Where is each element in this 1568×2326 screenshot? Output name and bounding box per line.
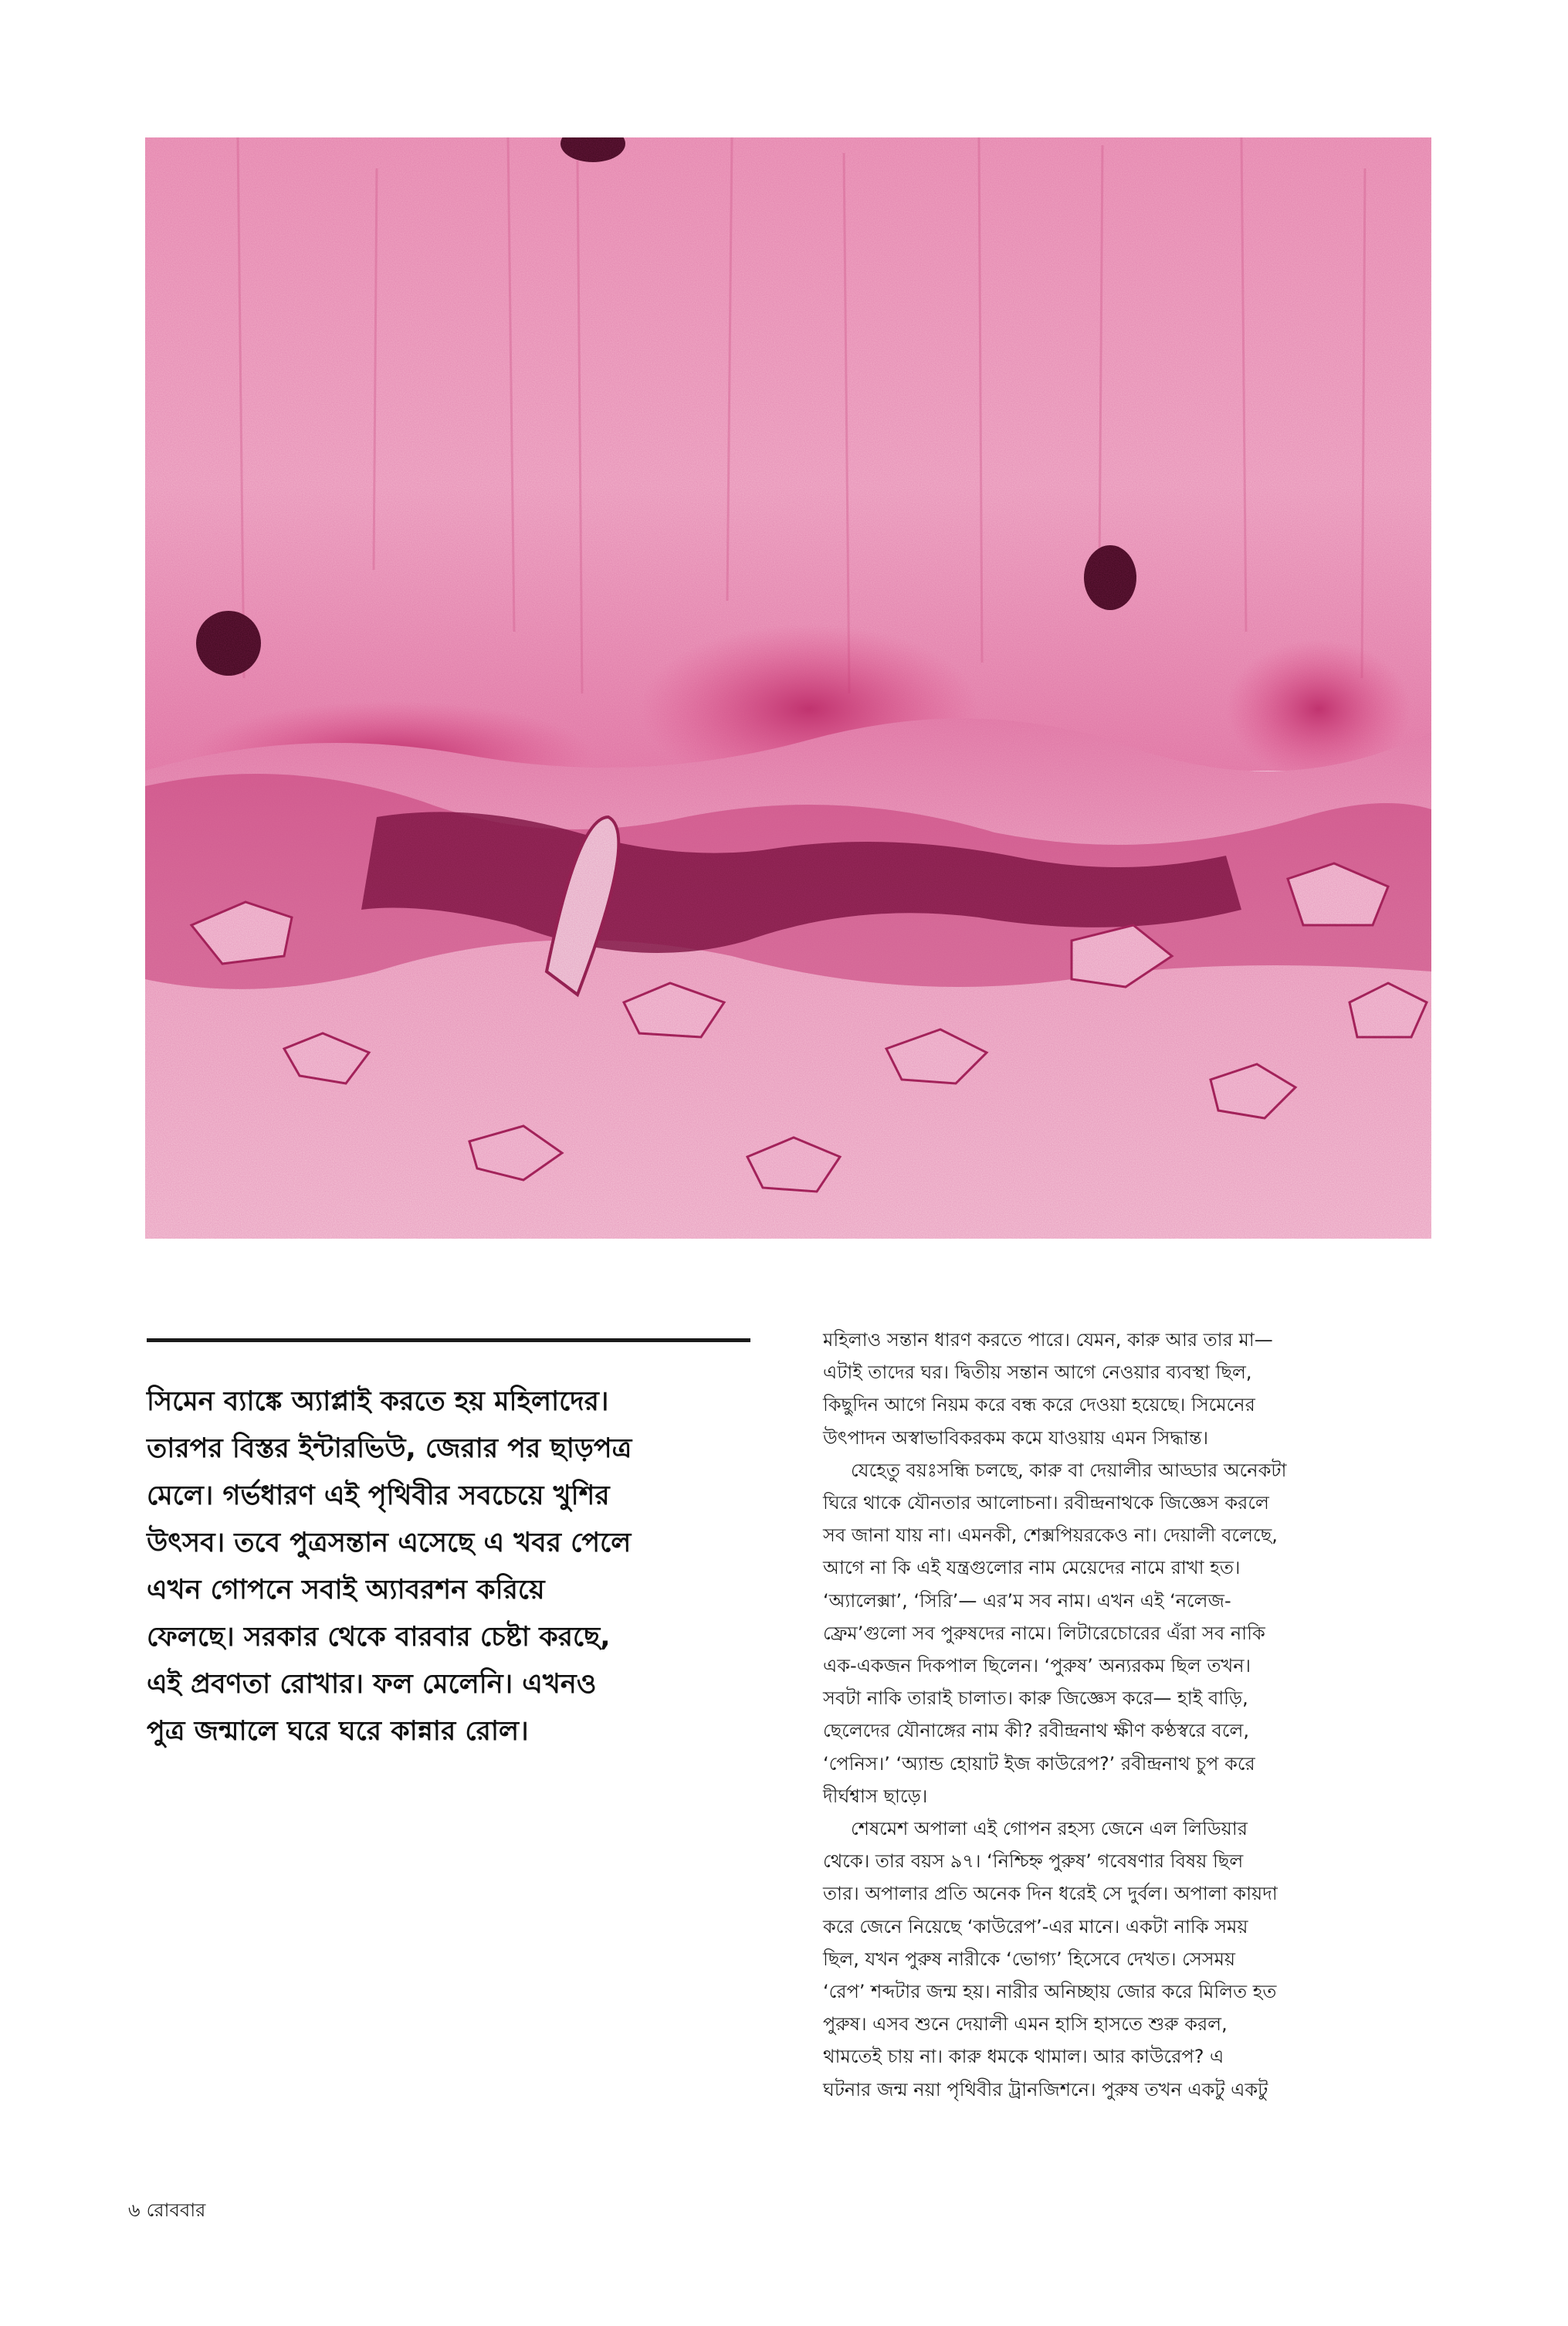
- body-line: থামতেই চায় না। কারু ধমকে থামাল। আর কাউরেপ? এ: [823, 2046, 1224, 2068]
- body-line: উৎপাদন অস্বাভাবিকরকম কমে যাওয়ায় এমন সিদ্ধান্ত।: [823, 1426, 1209, 1449]
- body-line: করে জেনে নিয়েছে ‘কাউরেপ’-এর মানে। একটা নাকি সময়: [823, 1915, 1248, 1938]
- body-line: এক-একজন দিকপাল ছিলেন। ‘পুরুষ’ অন্যরকম ছিল তখন।: [823, 1655, 1251, 1677]
- publication-name: রোববার: [146, 2199, 206, 2221]
- page-number: ৬: [128, 2199, 141, 2221]
- body-line: সব জানা যায় না। এমনকী, শেক্সপিয়রকেও না। দেয়ালী বলেছে,: [823, 1524, 1278, 1547]
- body-text-column: [823, 1324, 1448, 2106]
- body-line: কিছুদিন আগে নিয়ম করে বন্ধ করে দেওয়া হয়েছে। সিমেনের: [823, 1394, 1255, 1416]
- pullquote: [147, 1378, 764, 1755]
- body-line: সবটা নাকি তারাই চালাত। কারু জিজ্ঞেস করে— হাই বাড়ি,: [823, 1687, 1248, 1710]
- body-line: ফ্রেম’গুলো সব পুরুষদের নামে। লিটারেচোরের এঁরা সব নাকি: [823, 1622, 1265, 1644]
- body-line: থেকে। তার বয়স ৯৭। ‘নিশ্চিহ্ন পুরুষ’ গবেষণার বিষয় ছিল: [823, 1850, 1244, 1873]
- body-line: ছেলেদের যৌনাঙ্গের নাম কী? রবীন্দ্রনাথ ক্ষীণ কণ্ঠস্বরে বলে,: [823, 1720, 1250, 1742]
- body-line: পুরুষ। এসব শুনে দেয়ালী এমন হাসি হাসতে শুরু করল,: [823, 2013, 1228, 2036]
- body-line: আগে না কি এই যন্ত্রগুলোর নাম মেয়েদের নামে রাখা হত।: [823, 1557, 1241, 1579]
- body-line: এটাই তাদের ঘর। দ্বিতীয় সন্তান আগে নেওয়ার ব্যবস্থা ছিল,: [823, 1361, 1252, 1384]
- pullquote-line: এখন গোপনে সবাই অ্যাবরশন করিয়ে: [147, 1575, 545, 1605]
- pullquote-line: পুত্র জন্মালে ঘরে ঘরে কান্নার রোল।: [147, 1716, 529, 1747]
- body-line: মহিলাও সন্তান ধারণ করতে পারে। যেমন, কারু আর তার মা—: [823, 1329, 1273, 1351]
- pullquote-rule: [147, 1338, 750, 1342]
- pullquote-line: তারপর বিস্তর ইন্টারভিউ, জেরার পর ছাড়পত্র: [147, 1433, 632, 1464]
- body-line: যেহেতু বয়ঃসন্ধি চলছে, কারু বা দেয়ালীর আড্ডার অনেকটা: [851, 1459, 1287, 1481]
- pullquote-line: মেলে। গর্ভধারণ এই পৃথিবীর সবচেয়ে খুশির: [147, 1480, 610, 1511]
- body-line: ঘিরে থাকে যৌনতার আলোচনা। রবীন্দ্রনাথকে জিজ্ঞেস করলে: [823, 1492, 1269, 1514]
- body-line: তার। অপালার প্রতি অনেক দিন ধরেই সে দুর্বল। অপালা কায়দা: [823, 1883, 1278, 1905]
- photo-artwork: [145, 137, 1431, 1239]
- pullquote-line: ফেলছে। সরকার থেকে বারবার চেষ্টা করছে,: [147, 1622, 611, 1653]
- page-folio: [128, 2196, 205, 2227]
- pullquote-line: এই প্রবণতা রোখার। ফল মেলেনি। এখনও: [147, 1669, 597, 1700]
- pullquote-line: সিমেন ব্যাঙ্কে অ্যাপ্লাই করতে হয় মহিলাদের।: [147, 1386, 609, 1417]
- body-line: ‘অ্যালেক্সা’, ‘সিরি’— এর’ম সব নাম। এখন এই ‘নলেজ-: [823, 1589, 1231, 1612]
- article-photo: [145, 137, 1431, 1239]
- body-line: ঘটনার জন্ম নয়া পৃথিবীর ট্রানজিশনে। পুরুষ তখন একটু একটু: [823, 2078, 1268, 2101]
- body-line: শেষমেশ অপালা এই গোপন রহস্য জেনে এল লিডিয়ার: [851, 1818, 1248, 1840]
- body-line: দীর্ঘশ্বাস ছাড়ে।: [823, 1785, 928, 1807]
- pullquote-line: উৎসব। তবে পুত্রসন্তান এসেছে এ খবর পেলে: [147, 1527, 632, 1558]
- body-line: ‘রেপ’ শব্দটার জন্ম হয়। নারীর অনিচ্ছায় জোর করে মিলিত হত: [823, 1981, 1277, 2003]
- body-line: ছিল, যখন পুরুষ নারীকে ‘ভোগ্য’ হিসেবে দেখত। সেসময়: [823, 1948, 1236, 1970]
- body-line: ‘পেনিস।’ ‘অ্যান্ড হোয়াট ইজ কাউরেপ?’ রবীন্দ্রনাথ চুপ করে: [823, 1752, 1255, 1775]
